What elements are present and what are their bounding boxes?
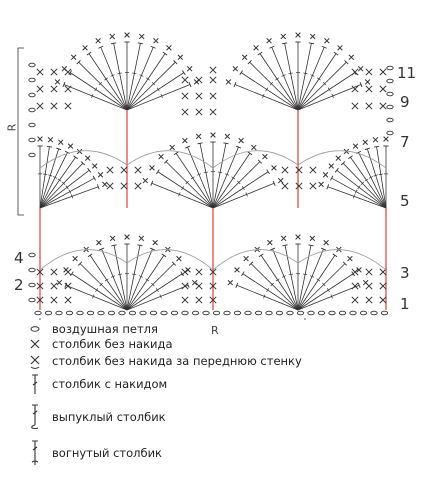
fan-mid-center-crown-mark [182, 138, 187, 143]
fan-mid-right-stitch-top [374, 146, 379, 147]
fan-top-right-crown-mark [281, 34, 286, 39]
fan-mid-right-crown-mark [329, 164, 334, 169]
single-crochet-mark [121, 167, 127, 173]
fan-top-left-crown-mark [167, 45, 172, 50]
single-crochet-mark [210, 109, 216, 115]
single-crochet-mark [210, 77, 216, 83]
foundation-chain-mark [287, 311, 293, 315]
single-crochet-mark [196, 93, 202, 99]
edge-chain-mark [29, 298, 35, 302]
fan-mid-left-crown-mark [48, 137, 53, 142]
fan-mid-left-crown-mark [85, 156, 90, 161]
foundation-chain-mark [255, 311, 261, 315]
fan-mid-center-crown-mark [170, 145, 175, 150]
fan-bottom-right-stitch-top [241, 272, 244, 276]
fan-mid-center-crown-mark [278, 178, 283, 183]
fan-top-left-stitch-top [111, 43, 116, 44]
foundation-chain-mark [203, 311, 209, 315]
foundation-chain-mark [266, 311, 272, 315]
fan-top-right-crown-mark [254, 45, 259, 50]
fan-top-left-stitch-top [163, 52, 167, 55]
foundation-chain-mark [56, 311, 62, 315]
fan-top-right-stitch-tick [289, 73, 293, 74]
single-crochet-mark [51, 86, 57, 92]
legend [22, 320, 422, 480]
fan-bottom-left-crown-mark [139, 236, 144, 241]
single-crochet-mark [51, 69, 57, 75]
fan-bottom-right-stitch-top [259, 254, 263, 257]
foundation-chain-mark [339, 311, 345, 315]
row-number-1: 1 [400, 295, 410, 313]
fan-top-right-crown-mark [325, 38, 330, 43]
fan-top-right-stitch [298, 62, 346, 110]
foundation-chain-mark [45, 311, 51, 315]
fan-bottom-left-stitch-tick [132, 274, 136, 275]
fan-mid-center-crown-mark [225, 134, 230, 139]
fan-bottom-right-crown-mark [296, 235, 301, 240]
single-crochet-mark [210, 67, 216, 73]
single-crochet-mark [196, 297, 202, 303]
fan-top-right-crown-mark [267, 38, 272, 43]
single-crochet-mark [352, 297, 358, 303]
single-crochet-mark [65, 297, 71, 303]
fan-top-right-stitch-top [258, 52, 262, 55]
single-crochet-mark [65, 269, 71, 275]
fan-bottom-left-stitch-tick [146, 279, 149, 281]
edge-chain-mark [29, 283, 35, 287]
foundation-chain-mark [108, 311, 114, 315]
fan-bottom-right-stitch [243, 274, 298, 310]
fan-mid-right-stitch [343, 163, 386, 208]
fan-mid-left-stitch-top [88, 168, 91, 172]
single-crochet-mark [51, 283, 57, 289]
single-crochet-mark [196, 77, 202, 83]
legend-label: выпуклый столбик [52, 410, 166, 424]
foundation-chain-mark [77, 311, 83, 315]
single-crochet-mark [135, 183, 141, 189]
foundation-chain-mark [371, 311, 377, 315]
foundation-chain-mark [87, 311, 93, 315]
single-crochet-mark [282, 183, 288, 189]
legend-item-front-post [22, 404, 166, 430]
fan-bottom-right-stitch [298, 274, 353, 310]
fan-top-left-stitch-top [87, 52, 91, 55]
fan-mid-left-stitch-top [73, 156, 77, 159]
fan-mid-center-stitch-tick [191, 177, 194, 179]
fan-mid-center-crown-mark [239, 138, 244, 143]
fan-top-left-crown-mark [139, 34, 144, 39]
fan-mid-right-crown-mark [384, 137, 389, 142]
foundation-chain-mark [245, 311, 251, 315]
front-post-dc-icon [22, 404, 48, 430]
fan-mid-left-stitch [40, 170, 89, 208]
fan-top-right-crown-mark [226, 80, 231, 85]
fan-bottom-right-crown-mark [235, 267, 240, 272]
foundation-chain-mark [129, 311, 135, 315]
fan-top-right-stitch-top [240, 70, 243, 74]
single-crochet-mark [366, 297, 372, 303]
fan-bottom-right-stitch [298, 264, 345, 310]
foundation-chain-mark [308, 311, 314, 315]
edge-chain-mark [387, 131, 393, 135]
edge-chain-mark [387, 118, 393, 122]
fan-mid-left-crown-mark [98, 172, 103, 177]
fan-mid-center-crown-mark [150, 165, 155, 170]
single-crochet-mark [366, 269, 372, 275]
fan-top-left-stitch-tick [118, 73, 122, 74]
fan-top-right-stitch-top [309, 43, 314, 44]
fan-mid-right-crown-mark [319, 182, 324, 187]
fan-top-left-stitch-tick [104, 78, 107, 80]
fan-bottom-right-crown-mark [267, 240, 272, 245]
row-number-2: 2 [14, 276, 24, 294]
fan-top-right-crown-mark [310, 34, 315, 39]
fan-top-left-crown-mark [178, 55, 183, 60]
fan-mid-right-crown-mark [363, 140, 368, 145]
fan-bottom-left-stitch-tick [156, 288, 158, 291]
fan-mid-right-stitch [337, 170, 386, 208]
single-crochet-mark [182, 77, 188, 83]
fan-bottom-left-crown-mark [177, 256, 182, 261]
fan-top-right-crown-mark [296, 33, 301, 38]
fan-top-left-stitch-tick [146, 78, 149, 80]
single-crochet-mark [366, 103, 372, 109]
single-crochet-mark [196, 109, 202, 115]
single-crochet-mark [366, 86, 372, 92]
fan-mid-right-stitch-top [335, 168, 338, 172]
foundation-chain-mark [161, 311, 167, 315]
row-number-4: 4 [14, 249, 24, 267]
single-crochet-mark [37, 103, 43, 109]
foundation-chain-mark [381, 311, 387, 315]
gray-connector-arc [213, 151, 298, 168]
fan-top-right-stitch-tick [328, 88, 330, 91]
single-crochet-mark [196, 283, 202, 289]
fan-bottom-right-stitch-tick [317, 279, 320, 281]
repeat-label-bottom: R [211, 324, 219, 337]
foundation-chain-mark [150, 311, 156, 315]
fan-bottom-left-stitch [80, 264, 127, 310]
legend-label: столбик без накида [52, 337, 173, 351]
single-crochet-mark [380, 297, 386, 303]
single-crochet-mark [182, 269, 188, 275]
row-number-11: 11 [397, 64, 417, 82]
single-crochet-mark [210, 93, 216, 99]
fan-mid-left-crown-mark [102, 182, 107, 187]
legend-item-back-post [22, 440, 162, 466]
foundation-chain-mark [297, 311, 303, 315]
foundation-chain-mark [329, 311, 335, 315]
fan-top-left-crown-mark [154, 38, 159, 43]
legend-label: столбик без накида за переднюю стенку [52, 354, 302, 368]
fan-mid-right-stitch-top [348, 156, 352, 159]
fan-top-left-stitch [127, 62, 175, 110]
fan-mid-center-crown-mark [196, 134, 201, 139]
fan-mid-center-stitch-top [248, 152, 252, 155]
row-number-7: 7 [400, 133, 410, 151]
fan-mid-center-stitch-top [223, 143, 228, 144]
edge-chain-mark [387, 79, 393, 83]
fan-bottom-left-crown-mark [153, 240, 158, 245]
foundation-chain-mark [66, 311, 72, 315]
fan-top-right-crown-mark [349, 55, 354, 60]
fan-bottom-left-stitch-tick [118, 274, 122, 275]
fan-top-right-stitch-tick [266, 88, 268, 91]
foundation-chain-mark [224, 311, 230, 315]
fan-bottom-left-stitch [127, 264, 174, 310]
fan-mid-right-stitch-tick [365, 179, 368, 181]
fan-top-left-crown-mark [71, 55, 76, 60]
foundation-chain-mark [119, 311, 125, 315]
fan-mid-right-stitch-tick [379, 174, 383, 175]
fan-top-left-crown-mark [96, 38, 101, 43]
edge-chain-mark [387, 66, 393, 70]
fan-bottom-left-crown-mark [110, 236, 115, 241]
single-crochet-mark [135, 167, 141, 173]
fan-bottom-left-crown-mark [73, 256, 78, 261]
fan-bottom-right-stitch-tick [303, 274, 307, 275]
single-crochet-mark [366, 283, 372, 289]
fan-bottom-left-crown-mark [57, 280, 62, 285]
fan-bottom-left-stitch [127, 274, 182, 310]
back-post-dc-icon [22, 440, 48, 466]
foundation-chain-mark [140, 311, 146, 315]
fan-bottom-left-stitch-top [111, 245, 116, 246]
fan-top-right-crown-mark [338, 45, 343, 50]
fan-top-right-crown-mark [358, 66, 363, 71]
single-crochet-mark [182, 109, 188, 115]
single-crochet-mark [310, 167, 316, 173]
fan-mid-center-stitch [213, 162, 260, 208]
fan-mid-right-stitch-top [330, 176, 333, 181]
fan-bottom-left-crown-mark [125, 235, 130, 240]
foundation-chain-mark [234, 311, 240, 315]
fan-top-right-stitch-top [282, 43, 287, 44]
fan-mid-center-stitch-top [174, 152, 178, 155]
legend-item-sc-front-loop [22, 352, 302, 370]
edge-chain-mark [29, 138, 35, 142]
fan-bottom-left-stitch-tick [105, 279, 108, 281]
single-crochet-front-loop-icon [22, 350, 48, 372]
single-crochet-mark [51, 297, 57, 303]
fan-mid-center-crown-mark [272, 165, 277, 170]
fan-top-left-stitch-tick [132, 73, 136, 74]
fan-top-left-crown-mark [110, 34, 115, 39]
single-crochet-mark [65, 86, 71, 92]
single-crochet-mark [282, 167, 288, 173]
fan-bottom-right-stitch-tick [276, 279, 279, 281]
fan-mid-right-crown-mark [336, 156, 341, 161]
fan-bottom-right-stitch-top [282, 245, 287, 246]
fan-mid-left-crown-mark [92, 164, 97, 169]
fan-top-right-crown-mark [242, 55, 247, 60]
fan-top-right-stitch-tick [303, 73, 307, 74]
fan-mid-center-stitch-top [156, 170, 159, 174]
fan-top-left-stitch [127, 73, 184, 110]
fan-mid-center-stitch-tick [204, 172, 208, 173]
fan-bottom-right-crown-mark [228, 280, 233, 285]
fan-top-left-stitch-tick [95, 88, 97, 91]
legend-label: столбик с накидом [52, 377, 168, 391]
fan-bottom-right-crown-mark [310, 236, 315, 241]
repeat-label-side: R [5, 123, 19, 132]
foundation-chain-mark [35, 311, 41, 315]
edge-chain-mark [387, 92, 393, 96]
fan-top-right-stitch-tick [317, 78, 320, 80]
fan-mid-left-stitch [40, 163, 83, 208]
fan-top-left-crown-mark [125, 33, 130, 38]
fan-top-right-stitch [298, 73, 355, 110]
fan-mid-left-stitch-top [93, 176, 96, 181]
fan-bottom-left-crown-mark [192, 280, 197, 285]
legend-label: воздушная петля [52, 322, 158, 336]
fan-top-left-crown-mark [187, 66, 192, 71]
edge-chain-mark [29, 108, 35, 112]
fan-top-left-stitch [70, 73, 127, 110]
foundation-chain-mark [350, 311, 356, 315]
row-number-5: 5 [400, 192, 410, 210]
single-crochet-mark [296, 183, 302, 189]
fan-top-right-crown-mark [233, 66, 238, 71]
foundation-chain-mark [98, 311, 104, 315]
edge-chain-mark [29, 93, 35, 97]
single-crochet-mark [380, 86, 386, 92]
fan-top-left-crown-mark [83, 45, 88, 50]
single-crochet-mark [107, 183, 113, 189]
fan-mid-center-stitch [158, 172, 213, 208]
foundation-chain-mark [318, 311, 324, 315]
fan-mid-center-crown-mark [211, 133, 216, 138]
fan-mid-center-stitch [213, 172, 268, 208]
fan-top-right-stitch [241, 73, 298, 110]
fan-bottom-left-crown-mark [96, 240, 101, 245]
fan-bottom-right-stitch-tick [327, 288, 329, 291]
fan-mid-right-crown-mark [373, 137, 378, 142]
single-crochet-mark [352, 103, 358, 109]
repeat-bracket-side [18, 48, 24, 215]
edge-chain-mark [29, 253, 35, 257]
single-crochet-mark [65, 103, 71, 109]
fan-top-left-stitch [79, 62, 127, 110]
fan-bottom-right-stitch-top [333, 254, 337, 257]
fan-mid-center-stitch-top [197, 143, 202, 144]
fan-mid-center-stitch-top [267, 170, 270, 174]
edge-chain-mark [29, 123, 35, 127]
fan-mid-right-crown-mark [323, 172, 328, 177]
fan-bottom-right-crown-mark [324, 240, 329, 245]
foundation-chain-mark [182, 311, 188, 315]
fan-mid-left-stitch-top [47, 146, 52, 147]
gray-connector-arc [213, 250, 298, 270]
fan-top-right-stitch [250, 62, 298, 110]
single-crochet-mark [182, 297, 188, 303]
single-crochet-mark [196, 269, 202, 275]
fan-top-right-stitch-tick [275, 78, 278, 80]
legend-label: вогнутый столбик [52, 446, 163, 460]
fan-mid-center-stitch-tick [232, 177, 235, 179]
fan-mid-center-stitch-tick [218, 172, 222, 173]
fan-mid-right-crown-mark [353, 144, 358, 149]
double-crochet-icon [22, 373, 48, 395]
fan-mid-center-stitch-tick [182, 186, 184, 189]
single-crochet-mark [37, 69, 43, 75]
fan-bottom-right-crown-mark [281, 236, 286, 241]
single-crochet-mark [51, 103, 57, 109]
fan-top-left-crown-mark [55, 80, 60, 85]
foundation-chain-mark [360, 311, 366, 315]
fan-mid-center-crown-mark [251, 145, 256, 150]
fan-bottom-right-stitch [251, 264, 298, 310]
fan-mid-right-stitch [350, 157, 386, 208]
single-crochet-mark [366, 69, 372, 75]
fan-mid-left-crown-mark [58, 140, 63, 145]
fan-mid-center-stitch [166, 162, 213, 208]
single-crochet-mark [296, 167, 302, 173]
fan-mid-center-crown-mark [143, 178, 148, 183]
fan-bottom-left-stitch [72, 274, 127, 310]
fan-mid-left-stitch-tick [58, 179, 61, 181]
fan-bottom-left-stitch-tick [96, 288, 98, 291]
fan-bottom-left-stitch-top [162, 254, 166, 257]
single-crochet-mark [352, 69, 358, 75]
fan-top-right-stitch-top [334, 52, 338, 55]
fan-top-right-crown-mark [365, 80, 370, 85]
fan-bottom-left-stitch-top [88, 254, 92, 257]
single-crochet-mark [182, 93, 188, 99]
single-crochet-mark [310, 183, 316, 189]
row-number-9: 9 [400, 93, 410, 111]
fan-top-left-stitch-top [138, 43, 143, 44]
fan-bottom-left-crown-mark [186, 267, 191, 272]
single-crochet-mark [380, 283, 386, 289]
fan-bottom-right-stitch-top [308, 245, 313, 246]
edge-chain-mark [29, 63, 35, 67]
fan-bottom-right-stitch-tick [289, 274, 293, 275]
single-crochet-mark [107, 167, 113, 173]
fan-bottom-right-crown-mark [244, 256, 249, 261]
fan-mid-left-crown-mark [38, 137, 43, 142]
single-crochet-mark [121, 183, 127, 189]
single-crochet-mark [380, 69, 386, 75]
edge-chain-mark [29, 153, 35, 157]
foundation-chain-mark [171, 311, 177, 315]
edge-chain-mark [29, 268, 35, 272]
edge-chain-mark [29, 78, 35, 82]
fan-mid-left-crown-mark [68, 144, 73, 149]
edge-chain-mark [387, 105, 393, 109]
row-number-3: 3 [400, 264, 410, 282]
foundation-chain-mark [276, 311, 282, 315]
fan-top-left-stitch-top [182, 70, 185, 74]
foundation-chain-mark [192, 311, 198, 315]
fan-top-left-stitch-tick [157, 88, 159, 91]
foundation-chain-mark [213, 311, 219, 315]
fan-mid-center-stitch-tick [242, 186, 244, 189]
fan-bottom-right-stitch-tick [267, 288, 269, 291]
single-crochet-mark [380, 103, 386, 109]
fan-mid-left-stitch [40, 157, 76, 208]
fan-mid-left-stitch-tick [43, 174, 47, 175]
legend-item-double-crochet [22, 373, 167, 395]
fan-mid-center-crown-mark [263, 154, 268, 159]
single-crochet-mark [37, 86, 43, 92]
fan-bottom-right-crown-mark [348, 256, 353, 261]
fan-bottom-left-stitch-top [137, 245, 142, 246]
single-crochet-mark [51, 269, 57, 275]
fan-mid-center-crown-mark [159, 154, 164, 159]
